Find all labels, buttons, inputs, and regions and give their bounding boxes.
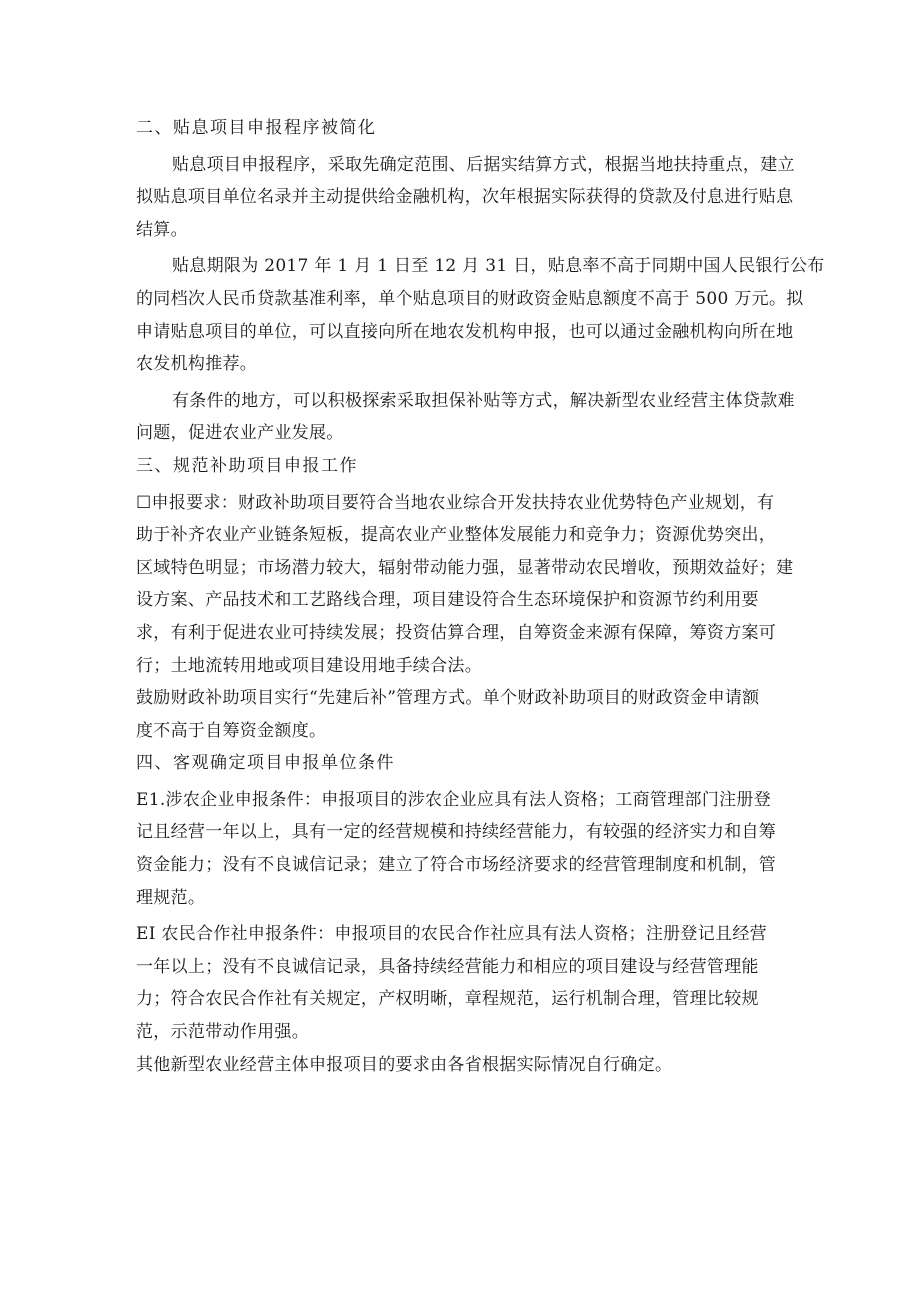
text-line: 结算。 (136, 219, 188, 240)
text-line: 一年以上；没有不良诚信记录，具备持续经营能力和相应的项目建设与经营管理能 (136, 956, 759, 977)
text-line: 设方案、产品技术和工艺路线合理，项目建设符合生态环境保护和资源节约利用要 (136, 590, 759, 611)
text-line: 求，有利于促进农业可持续发展；投资估算合理，自筹资金来源有保障，筹资方案可 (136, 622, 777, 643)
section-heading-4: 四、客观确定项目申报单位条件 (136, 753, 395, 774)
text-line: ☐申报要求：财政补助项目要符合当地农业综合开发扶持农业优势特色产业规划，有 (136, 492, 775, 513)
document-page (136, 112, 825, 1081)
text-line: 贴息期限为 2017 年 1 月 1 日至 12 月 31 日，贴息率不高于同期中国人民银行公布 (172, 256, 825, 277)
paragraph (136, 1049, 786, 1082)
text-line: 有条件的地方，可以积极探索采取担保补贴等方式，解决新型农业经营主体贷款难 (172, 390, 795, 411)
text-line: 记且经营一年以上，具有一定的经营规模和持续经营能力，有较强的经济实力和自筹 (136, 822, 777, 843)
text-line: 理规范。 (136, 887, 206, 908)
paragraph (136, 784, 786, 914)
text-line: EI 农民合作社申报条件：申报项目的农民合作社应具有法人资格；注册登记且经营 (136, 924, 767, 945)
text-line: 行；土地流转用地或项目建设用地手续合法。 (136, 655, 482, 676)
paragraph (136, 682, 786, 747)
paragraph (136, 487, 794, 683)
text-line: 的同档次人民币贷款基准利率，单个贴息项目的财政资金贴息额度不高于 500 万元。拟 (136, 288, 804, 309)
section-heading-2: 二、贴息项目申报程序被简化 (136, 118, 377, 138)
paragraph (136, 250, 825, 380)
text-line: E1.涉农企业申报条件：申报项目的涉农企业应具有法人资格；工商管理部门注册登 (136, 789, 772, 810)
section-heading-3: 三、规范补助项目申报工作 (136, 455, 358, 476)
paragraph (136, 918, 786, 1048)
paragraph (136, 385, 795, 450)
text-line: 区域特色明显；市场潜力较大，辐射带动能力强，显著带动农民增收，预期效益好；建 (136, 557, 794, 578)
text-line: 度不高于自筹资金额度。 (136, 720, 327, 741)
text-line: 申请贴息项目的单位，可以直接向所在地农发机构申报，也可以通过金融机构向所在地 (136, 321, 794, 342)
text-line: 其他新型农业经营主体申报项目的要求由各省根据实际情况自行确定。 (136, 1054, 673, 1075)
paragraph (136, 149, 795, 247)
text-line: 助于补齐农业产业链条短板，提高农业产业整体发展能力和竞争力；资源优势突出， (136, 525, 777, 546)
text-line: 范，示范带动作用强。 (136, 1022, 309, 1043)
text-line: 鼓励财政补助项目实行“先建后补”管理方式。单个财政补助项目的财政资金申请额 (136, 688, 760, 709)
text-line: 力；符合农民合作社有关规定，产权明晰，章程规范，运行机制合理，管理比较规 (136, 989, 759, 1010)
text-line: 问题，促进农业产业发展。 (136, 423, 344, 444)
text-line: 拟贴息项目单位名录并主动提供给金融机构，次年根据实际获得的贷款及付息进行贴息 (136, 187, 794, 208)
text-line: 贴息项目申报程序，采取先确定范围、后据实结算方式，根据当地扶持重点，建立 (172, 154, 795, 175)
text-line: 农发机构推荐。 (136, 354, 258, 375)
text-line: 资金能力；没有不良诚信记录；建立了符合市场经济要求的经营管理制度和机制，管 (136, 855, 777, 876)
